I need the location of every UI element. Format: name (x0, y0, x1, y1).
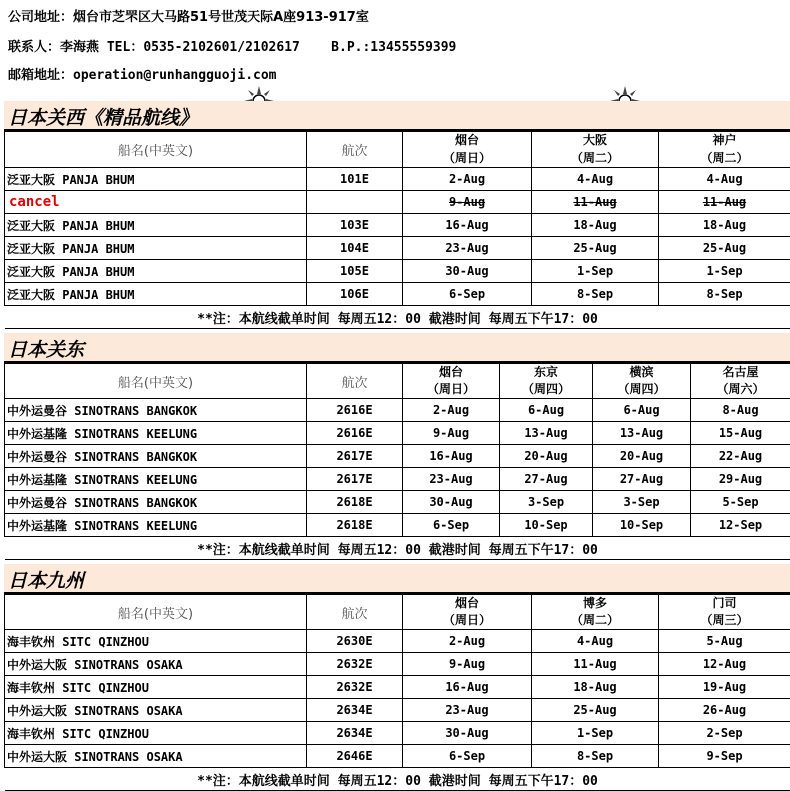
date-cell: 26-Aug (659, 699, 790, 722)
date-cell: 2-Aug (403, 630, 532, 653)
date-cell: 2-Aug (403, 399, 500, 422)
voyage-number: 104E (307, 237, 403, 260)
date-cell: 20-Aug (593, 445, 691, 468)
section-title: 日本关东 (4, 333, 790, 363)
cutoff-note: **注：本航线截单时间 每周五12：00 截港时间 每周五下午17：00 (5, 537, 790, 560)
date-cell: 8-Sep (532, 745, 659, 768)
date-cell: 10-Sep (500, 514, 593, 537)
date-cell: 16-Aug (403, 214, 532, 237)
table-row (5, 699, 790, 722)
date-cell: 18-Aug (659, 214, 790, 237)
date-cell: 23-Aug (403, 468, 500, 491)
vessel-header: 船名(中英文) (5, 132, 307, 168)
table-row (5, 237, 790, 260)
port-name: 烟台 (403, 132, 532, 150)
vessel-name: 泛亚大阪 PANJA BHUM (5, 168, 307, 191)
date-cell: 6-Aug (500, 399, 593, 422)
voyage-number: 2632E (307, 676, 403, 699)
voyage-number: 2634E (307, 722, 403, 745)
table-row (5, 445, 790, 468)
table-row (5, 491, 790, 514)
port-name: 神户 (659, 132, 790, 150)
date-cell: 11-Aug (532, 191, 659, 214)
date-cell: 2-Aug (403, 168, 532, 191)
date-cell: 23-Aug (403, 699, 532, 722)
vessel-name: 中外运大阪 SINOTRANS OSAKA (5, 653, 307, 676)
table-row (5, 168, 790, 191)
table-row (5, 468, 790, 491)
vessel-name: 中外运大阪 SINOTRANS OSAKA (5, 699, 307, 722)
port-name: 东京 (500, 364, 593, 382)
cancel-label: cancel (5, 191, 307, 214)
voyage-number (307, 191, 403, 214)
date-cell: 8-Sep (532, 283, 659, 306)
date-cell: 9-Sep (659, 745, 790, 768)
date-cell: 4-Aug (659, 168, 790, 191)
table-row (5, 260, 790, 283)
date-cell: 22-Aug (691, 445, 790, 468)
port-name: 博多 (532, 595, 659, 613)
contact-label: 联系人： (8, 40, 60, 55)
voyage-number: 2634E (307, 699, 403, 722)
date-cell: 16-Aug (403, 676, 532, 699)
date-cell: 30-Aug (403, 260, 532, 283)
vessel-name: 海丰钦州 SITC QINZHOU (5, 722, 307, 745)
port-day: （周日） (403, 149, 532, 168)
date-cell: 15-Aug (691, 422, 790, 445)
vessel-name: 海丰钦州 SITC QINZHOU (5, 676, 307, 699)
port-day: （周四） (500, 381, 593, 399)
table-row (5, 214, 790, 237)
table-row (5, 676, 790, 699)
section-kyushu (4, 564, 790, 791)
schedule-table (4, 131, 790, 329)
voyage-number: 103E (307, 214, 403, 237)
address-label: 公司地址： (8, 10, 73, 25)
date-cell: 6-Sep (403, 514, 500, 537)
date-cell: 16-Aug (403, 445, 500, 468)
date-cell: 5-Sep (691, 491, 790, 514)
date-cell: 12-Sep (691, 514, 790, 537)
email-value[interactable]: operation@runhangguoji.com (73, 68, 277, 83)
date-cell: 8-Aug (691, 399, 790, 422)
voyage-number: 2616E (307, 399, 403, 422)
date-cell: 9-Aug (403, 422, 500, 445)
table-row (5, 283, 790, 306)
date-cell: 12-Aug (659, 653, 790, 676)
date-cell: 4-Aug (532, 630, 659, 653)
voyage-number: 101E (307, 168, 403, 191)
port-day: （周二） (659, 149, 790, 168)
port-day: （周三） (659, 612, 790, 630)
section-title: 日本九州 (4, 564, 790, 594)
vessel-header: 船名(中英文) (5, 364, 307, 399)
vessel-name: 海丰钦州 SITC QINZHOU (5, 630, 307, 653)
cutoff-note: **注：本航线截单时间 每周五12：00 截港时间 每周五下午17：00 (5, 768, 790, 791)
date-cell: 9-Aug (403, 653, 532, 676)
table-row-cancelled (5, 191, 790, 214)
date-cell: 5-Aug (659, 630, 790, 653)
date-cell: 13-Aug (500, 422, 593, 445)
date-cell: 9-Aug (403, 191, 532, 214)
vessel-name: 泛亚大阪 PANJA BHUM (5, 237, 307, 260)
date-cell: 18-Aug (532, 214, 659, 237)
schedule-table (4, 594, 790, 791)
date-cell: 1-Sep (659, 260, 790, 283)
date-cell: 8-Sep (659, 283, 790, 306)
vessel-header: 船名(中英文) (5, 595, 307, 630)
table-row (5, 514, 790, 537)
vessel-name: 中外运曼谷 SINOTRANS BANGKOK (5, 399, 307, 422)
section-title: 日本关西《精品航线》 (4, 101, 790, 131)
port-day: （周二） (532, 149, 659, 168)
date-cell: 3-Sep (593, 491, 691, 514)
date-cell: 1-Sep (532, 722, 659, 745)
date-cell: 6-Sep (403, 283, 532, 306)
vessel-name: 泛亚大阪 PANJA BHUM (5, 283, 307, 306)
port-name: 横滨 (593, 364, 691, 382)
port-day: （周日） (403, 612, 532, 630)
date-cell: 25-Aug (532, 699, 659, 722)
table-row (5, 722, 790, 745)
date-cell: 19-Aug (659, 676, 790, 699)
date-cell: 4-Aug (532, 168, 659, 191)
voyage-number: 106E (307, 283, 403, 306)
voyage-number: 2618E (307, 514, 403, 537)
schedule-table (4, 363, 790, 560)
date-cell: 25-Aug (659, 237, 790, 260)
company-address (8, 6, 369, 25)
date-cell: 27-Aug (500, 468, 593, 491)
port-day: （周日） (403, 381, 500, 399)
port-day: （周二） (532, 612, 659, 630)
date-cell: 25-Aug (532, 237, 659, 260)
company-email (8, 64, 277, 83)
vessel-name: 中外运基隆 SINOTRANS KEELUNG (5, 468, 307, 491)
section-kanto (4, 333, 790, 560)
cutoff-note: **注：本航线截单时间 每周五12：00 截港时间 每周五下午17：00 (5, 306, 790, 329)
vessel-name: 泛亚大阪 PANJA BHUM (5, 214, 307, 237)
date-cell: 20-Aug (500, 445, 593, 468)
date-cell: 13-Aug (593, 422, 691, 445)
date-cell: 30-Aug (403, 491, 500, 514)
port-name: 烟台 (403, 595, 532, 613)
table-row (5, 399, 790, 422)
port-day: （周六） (691, 381, 790, 399)
section-kansai (4, 101, 790, 329)
date-cell: 11-Aug (659, 191, 790, 214)
date-cell: 30-Aug (403, 722, 532, 745)
date-cell: 6-Sep (403, 745, 532, 768)
address-value: 烟台市芝罘区大马路51号世茂天际A座913-917室 (73, 10, 369, 25)
vessel-name: 中外运曼谷 SINOTRANS BANGKOK (5, 445, 307, 468)
port-name: 大阪 (532, 132, 659, 150)
vessel-name: 泛亚大阪 PANJA BHUM (5, 260, 307, 283)
voyage-number: 2618E (307, 491, 403, 514)
vessel-name: 中外运大阪 SINOTRANS OSAKA (5, 745, 307, 768)
voyage-number: 2646E (307, 745, 403, 768)
date-cell: 2-Sep (659, 722, 790, 745)
contact-value: 李海燕 TEL：0535-2102601/2102617 B.P.:13455559399 (60, 40, 456, 55)
company-contact (8, 36, 456, 55)
voyage-number: 2630E (307, 630, 403, 653)
voyage-number: 105E (307, 260, 403, 283)
voyage-header: 航次 (307, 132, 403, 168)
voyage-header: 航次 (307, 595, 403, 630)
date-cell: 23-Aug (403, 237, 532, 260)
vessel-name: 中外运基隆 SINOTRANS KEELUNG (5, 514, 307, 537)
port-name: 烟台 (403, 364, 500, 382)
date-cell: 1-Sep (532, 260, 659, 283)
port-name: 门司 (659, 595, 790, 613)
table-row (5, 653, 790, 676)
voyage-number: 2616E (307, 422, 403, 445)
table-row (5, 422, 790, 445)
date-cell: 10-Sep (593, 514, 691, 537)
date-cell: 11-Aug (532, 653, 659, 676)
date-cell: 29-Aug (691, 468, 790, 491)
voyage-number: 2617E (307, 445, 403, 468)
date-cell: 27-Aug (593, 468, 691, 491)
voyage-number: 2617E (307, 468, 403, 491)
port-name: 名古屋 (691, 364, 790, 382)
date-cell: 18-Aug (532, 676, 659, 699)
date-cell: 6-Aug (593, 399, 691, 422)
vessel-name: 中外运曼谷 SINOTRANS BANGKOK (5, 491, 307, 514)
vessel-name: 中外运基隆 SINOTRANS KEELUNG (5, 422, 307, 445)
email-label: 邮箱地址： (8, 68, 73, 83)
port-day: （周四） (593, 381, 691, 399)
voyage-number: 2632E (307, 653, 403, 676)
voyage-header: 航次 (307, 364, 403, 399)
date-cell: 3-Sep (500, 491, 593, 514)
table-row (5, 630, 790, 653)
table-row (5, 745, 790, 768)
